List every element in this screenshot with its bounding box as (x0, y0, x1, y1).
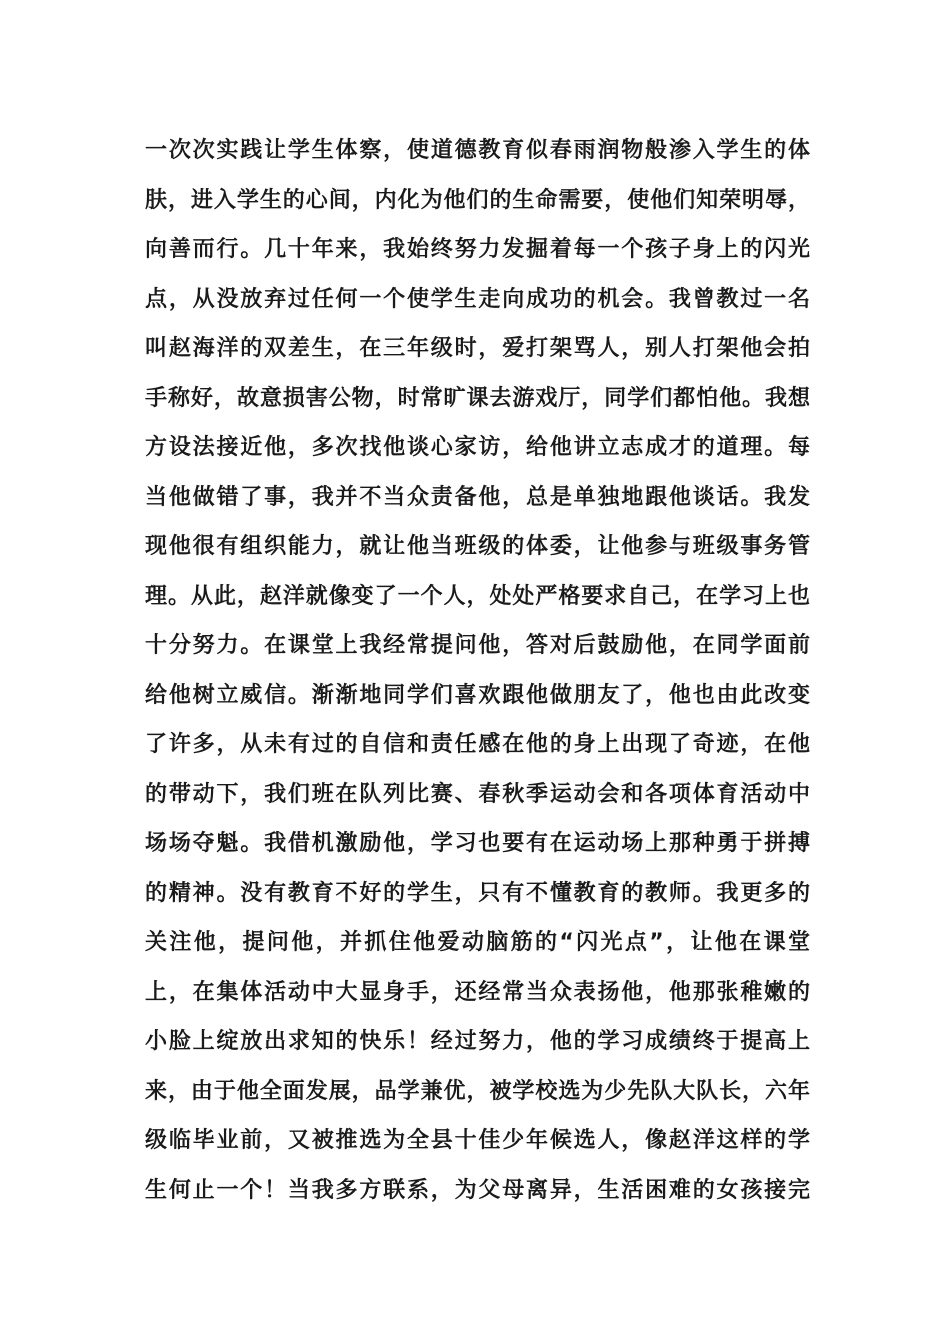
text-line-14: 的带动下，我们班在队列比赛、春秋季运动会和各项体育活动中 (145, 781, 810, 807)
text-line-1: 一次次实践让学生体察，使道德教育似春雨润物般渗入学生的体 (145, 138, 810, 163)
text-line-18: 上，在集体活动中大显身手，还经常当众表扬他，他那张稚嫩的 (145, 979, 810, 1005)
body-paragraph (145, 126, 810, 1215)
text-line-4: 点，从没放弃过任何一个使学生走向成功的机会。我曾教过一名 (145, 286, 810, 312)
text-line-6: 手称好，故意损害公物，时常旷课去游戏厅，同学们都怕他。我想 (145, 385, 810, 411)
text-line-5: 叫赵海洋的双差生，在三年级时，爱打架骂人，别人打架他会拍 (145, 336, 810, 361)
text-line-7: 方设法接近他，多次找他谈心家访，给他讲立志成才的道理。每 (145, 435, 810, 460)
text-line-15: 场场夺魁。我借机激励他，学习也要有在运动场上那种勇于拼搏 (145, 831, 810, 856)
text-line-3: 向善而行。几十年来，我始终努力发掘着每一个孩子身上的闪光 (145, 237, 810, 262)
text-line-2: 肤，进入学生的心间，内化为他们的生命需要，使他们知荣明辱， (145, 187, 810, 213)
text-line-12: 给他树立威信。渐渐地同学们喜欢跟他做朋友了，他也由此改变 (145, 682, 810, 708)
text-line-13: 了许多，从未有过的自信和责任感在他的身上出现了奇迹，在他 (145, 732, 810, 757)
text-line-19: 小脸上绽放出求知的快乐！经过努力，他的学习成绩终于提高上 (145, 1029, 810, 1054)
text-line-8: 当他做错了事，我并不当众责备他，总是单独地跟他谈话。我发 (145, 484, 810, 510)
text-line-11: 十分努力。在课堂上我经常提问他，答对后鼓励他，在同学面前 (145, 633, 810, 658)
text-line-22: 生何止一个！当我多方联系，为父母离异，生活困难的女孩接完 (145, 1177, 810, 1203)
text-line-10: 理。从此，赵洋就像变了一个人，处处严格要求自己，在学习上也 (145, 583, 810, 609)
text-line-17: 关注他，提问他，并抓住他爱动脑筋的“闪光点”，让他在课堂 (145, 930, 810, 955)
text-line-16: 的精神。没有教育不好的学生，只有不懂教育的教师。我更多的 (145, 880, 810, 906)
text-line-20: 来，由于他全面发展，品学兼优，被学校选为少先队大队长，六年 (145, 1078, 810, 1104)
text-line-9: 现他很有组织能力，就让他当班级的体委，让他参与班级事务管 (145, 534, 810, 559)
text-line-21: 级临毕业前，又被推选为全县十佳少年候选人，像赵洋这样的学 (145, 1128, 810, 1153)
